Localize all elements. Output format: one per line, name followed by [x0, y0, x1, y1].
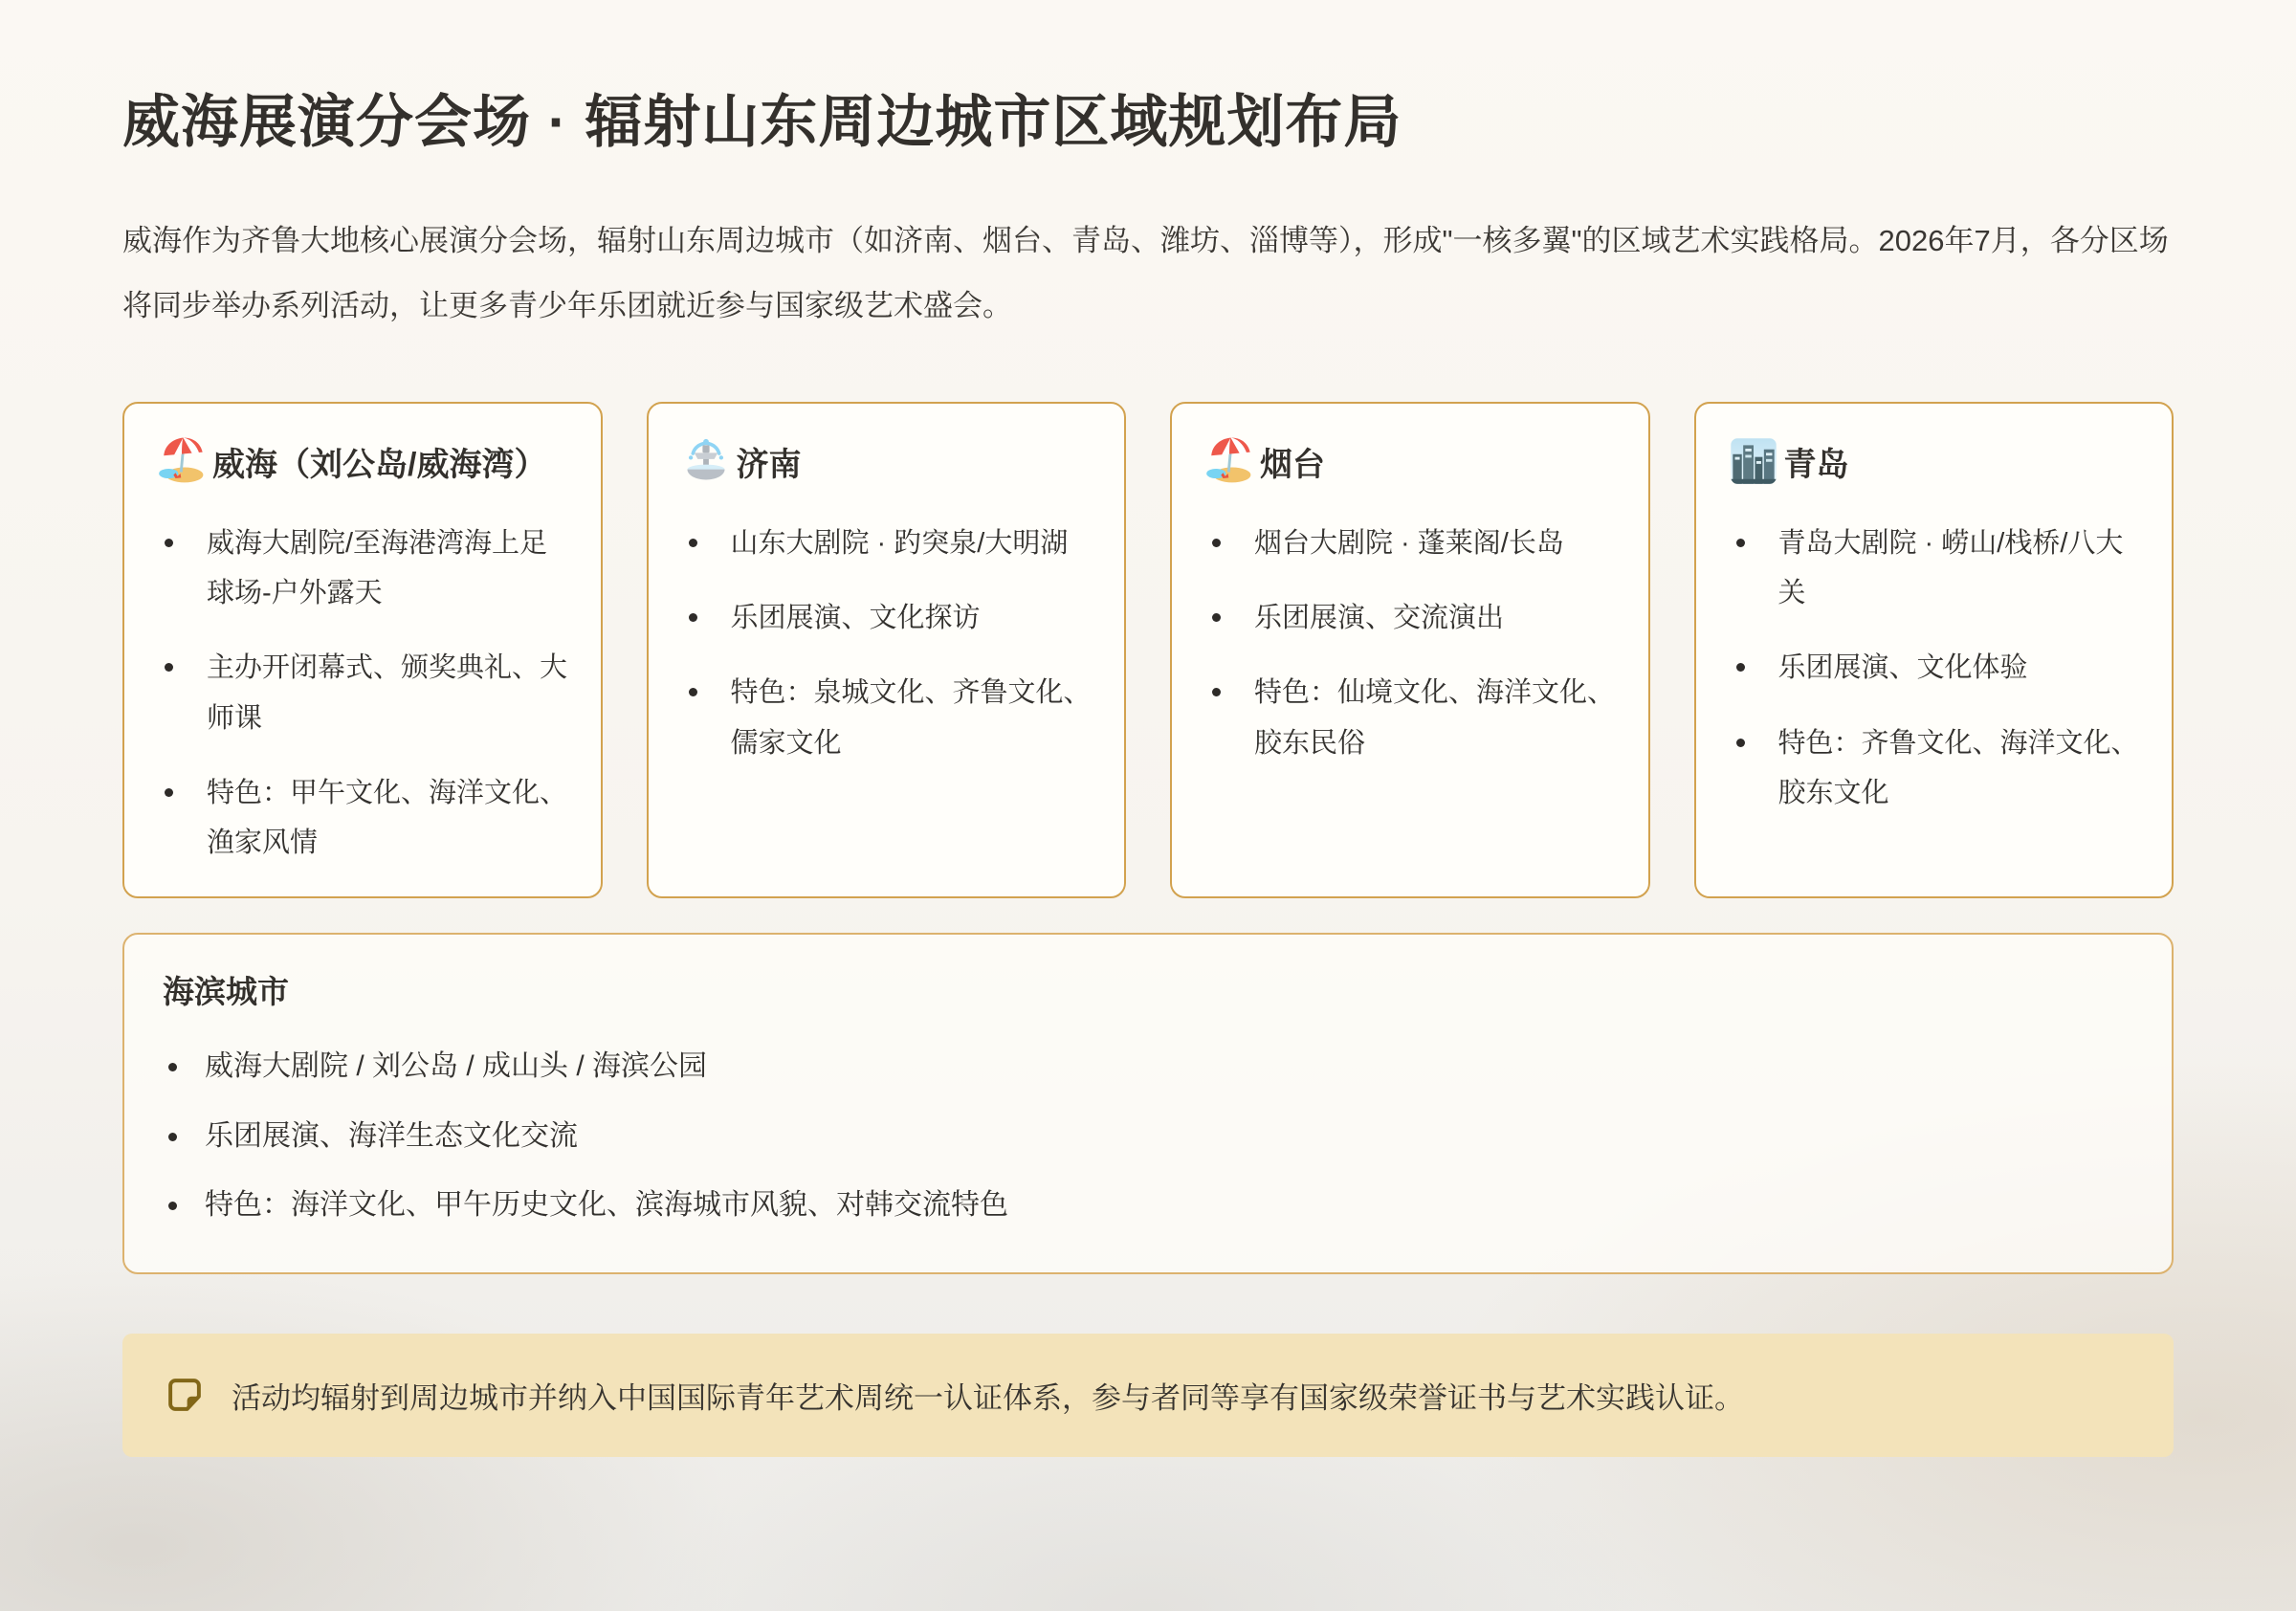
card-bullet: 乐团展演、文化探访 — [681, 593, 1093, 643]
card-title-text: 济南 — [736, 447, 802, 483]
card-bullet: 威海大剧院/至海港湾海上足球场-户外露天 — [157, 519, 568, 618]
card-title-text: 威海（刘公岛/威海湾） — [212, 447, 547, 483]
card-bullet-list — [1729, 519, 2140, 818]
card-bullet: 特色：甲午文化、海洋文化、渔家风情 — [157, 768, 568, 868]
card-bullet: 威海大剧院 / 刘公岛 / 成山头 / 海滨公园 — [163, 1045, 2133, 1090]
intro-paragraph: 威海作为齐鲁大地核心展演分会场，辐射山东周边城市（如济南、烟台、青岛、潍坊、淄博等），形成"一核多翼"的区域艺术实践格局。2026年7月，各分区场将同步举办系列活动，让更多青少年乐团就近参与国家级艺术盛会。 — [122, 224, 2169, 322]
card-bullet: 特色：齐鲁文化、海洋文化、胶东文化 — [1729, 718, 2140, 818]
card-bullet: 特色：泉城文化、齐鲁文化、儒家文化 — [681, 668, 1093, 767]
card-bullet: 主办开闭幕式、颁奖典礼、大师课 — [157, 643, 568, 742]
card-bullet: 山东大剧院 · 趵突泉/大明湖 — [681, 519, 1093, 568]
fountain-icon — [681, 436, 731, 486]
card-bullet: 青岛大剧院 · 崂山/栈桥/八大关 — [1729, 519, 2140, 618]
coastal-city-card — [122, 933, 2174, 1274]
card-title — [157, 436, 568, 490]
city-card-weihai — [122, 402, 603, 898]
beach-umbrella-icon — [1204, 436, 1254, 486]
page-title: 威海展演分会场 · 辐射山东周边城市区域规划布局 — [122, 90, 1402, 154]
city-cards-row — [122, 402, 2174, 898]
city-card-qingdao — [1694, 402, 2175, 898]
card-bullet: 乐团展演、文化体验 — [1729, 643, 2140, 693]
coastal-city-bullet-list — [163, 1045, 2133, 1228]
card-title — [681, 436, 1093, 490]
coastal-city-title: 海滨城市 — [163, 974, 289, 1010]
card-bullet: 特色：仙境文化、海洋文化、胶东民俗 — [1204, 668, 1616, 767]
card-bullet: 乐团展演、交流演出 — [1204, 593, 1616, 643]
card-title-text: 烟台 — [1260, 447, 1325, 483]
card-title — [1204, 436, 1616, 490]
city-card-yantai — [1170, 402, 1650, 898]
note-banner — [122, 1334, 2174, 1457]
city-card-jinan — [647, 402, 1127, 898]
card-bullet: 烟台大剧院 · 蓬莱阁/长岛 — [1204, 519, 1616, 568]
card-bullet-list — [1204, 519, 1616, 768]
beach-umbrella-icon — [157, 436, 207, 486]
card-bullet: 特色：海洋文化、甲午历史文化、滨海城市风貌、对韩交流特色 — [163, 1183, 2133, 1228]
note-icon — [165, 1375, 205, 1415]
card-title — [1729, 436, 2140, 490]
card-bullet: 乐团展演、海洋生态文化交流 — [163, 1114, 2133, 1159]
note-text: 活动均辐射到周边城市并纳入中国国际青年艺术周统一认证体系，参与者同等享有国家级荣誉证书与艺术实践认证。 — [232, 1380, 1744, 1415]
cityscape-icon — [1729, 436, 1778, 486]
card-bullet-list — [681, 519, 1093, 768]
card-title-text: 青岛 — [1783, 447, 1849, 483]
card-bullet-list — [157, 519, 568, 868]
